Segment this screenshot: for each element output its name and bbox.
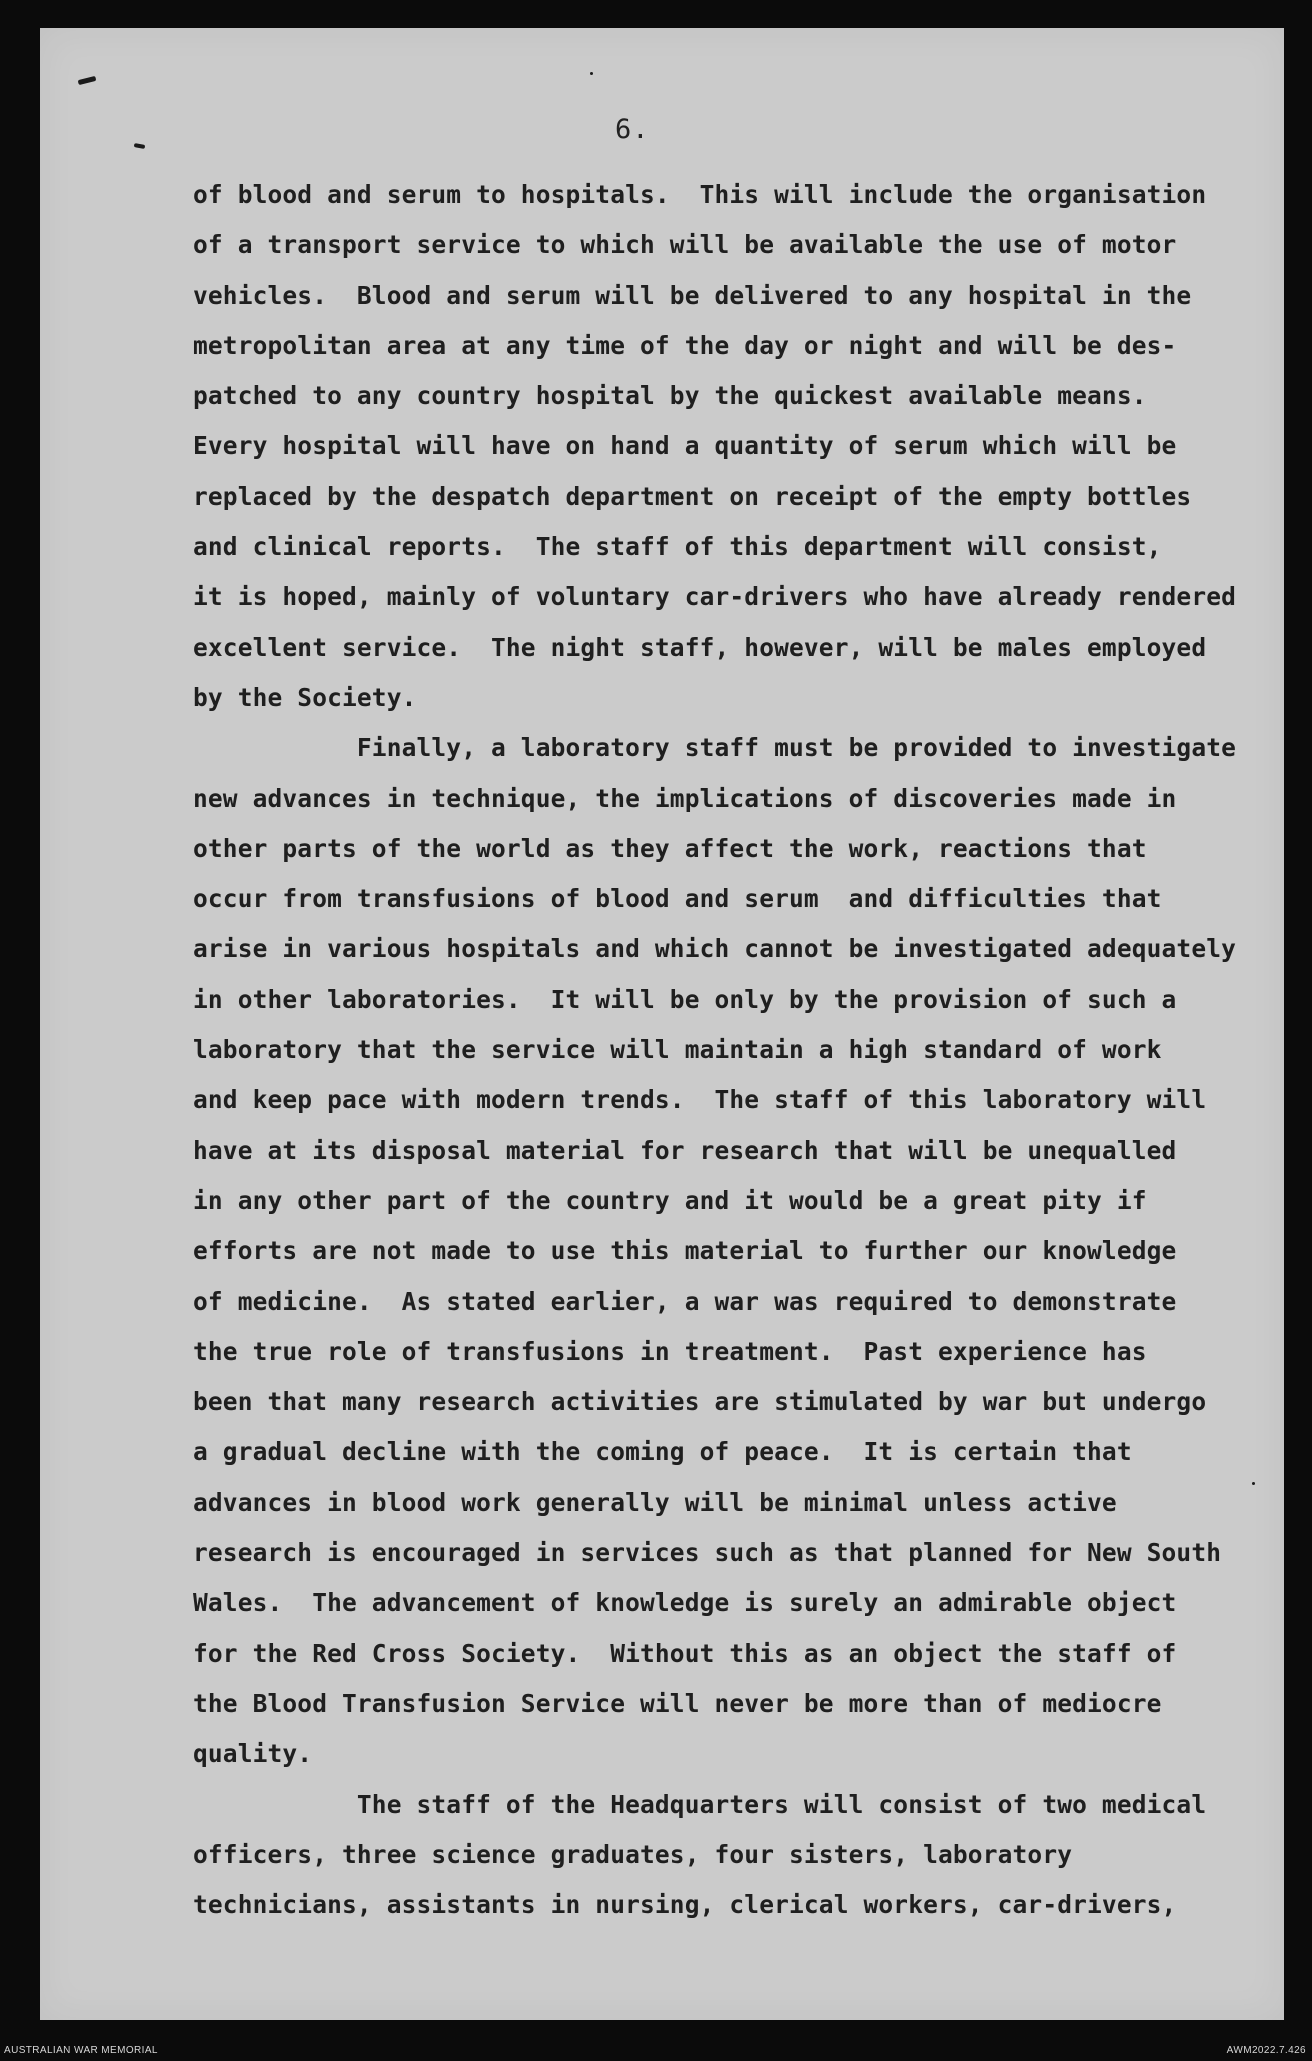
- text-line: advances in blood work generally will be minimal unless active: [193, 1487, 1117, 1517]
- typed-text-body: [193, 170, 1273, 1930]
- text-line: efforts are not made to use this material to further our knowledge: [193, 1236, 1177, 1266]
- ink-mark: [78, 76, 97, 85]
- text-line: in any other part of the country and it would be a great pity if: [193, 1185, 1147, 1215]
- text-line: been that many research activities are stimulated by war but undergo: [193, 1387, 1207, 1417]
- footer-archive-name: AUSTRALIAN WAR MEMORIAL: [4, 2045, 158, 2056]
- document-page: [40, 28, 1284, 2020]
- text-line: The staff of the Headquarters will consist of two medical: [193, 1789, 1207, 1819]
- text-line: excellent service. The night staff, however, will be males employed: [193, 632, 1207, 662]
- text-line: metropolitan area at any time of the day or night and will be des-: [193, 330, 1177, 360]
- page-number: 6.: [615, 114, 650, 145]
- text-line: of a transport service to which will be available the use of motor: [193, 230, 1177, 260]
- text-line: arise in various hospitals and which cannot be investigated adequately: [193, 934, 1237, 964]
- ink-mark: [134, 143, 146, 149]
- text-line: of blood and serum to hospitals. This will include the organisation: [193, 180, 1207, 209]
- text-line: the Blood Transfusion Service will never be more than of mediocre: [193, 1688, 1162, 1718]
- footer-item-id: AWM2022.7.426: [1226, 2045, 1306, 2056]
- text-line: officers, three science graduates, four sisters, laboratory: [193, 1839, 1073, 1869]
- text-line: by the Society.: [193, 682, 417, 712]
- ink-dot: [590, 72, 593, 75]
- text-line: Every hospital will have on hand a quantity of serum which will be: [193, 431, 1177, 461]
- text-line: technicians, assistants in nursing, clerical workers, car-drivers,: [193, 1890, 1177, 1920]
- text-line: replaced by the despatch department on receipt of the empty bottles: [193, 481, 1192, 511]
- text-line: have at its disposal material for research that will be unequalled: [193, 1135, 1177, 1165]
- text-line: Wales. The advancement of knowledge is surely an admirable object: [193, 1588, 1177, 1618]
- text-line: and keep pace with modern trends. The staff of this laboratory will: [193, 1085, 1207, 1115]
- text-line: for the Red Cross Society. Without this as an object the staff of: [193, 1638, 1177, 1668]
- text-line: it is hoped, mainly of voluntary car-drivers who have already rendered: [193, 582, 1237, 612]
- text-line: a gradual decline with the coming of peace. It is certain that: [193, 1437, 1132, 1467]
- text-line: other parts of the world as they affect the work, reactions that: [193, 833, 1147, 863]
- text-line: the true role of transfusions in treatment. Past experience has: [193, 1336, 1147, 1366]
- text-line: Finally, a laboratory staff must be provided to investigate: [193, 733, 1237, 763]
- text-line: of medicine. As stated earlier, a war was required to demonstrate: [193, 1286, 1177, 1316]
- text-line: new advances in technique, the implications of discoveries made in: [193, 783, 1177, 813]
- text-line: in other laboratories. It will be only by the provision of such a: [193, 984, 1177, 1014]
- text-line: occur from transfusions of blood and serum and difficulties that: [193, 884, 1162, 914]
- text-line: quality.: [193, 1739, 313, 1769]
- text-line: and clinical reports. The staff of this department will consist,: [193, 532, 1162, 562]
- text-line: research is encouraged in services such as that planned for New South: [193, 1538, 1222, 1568]
- text-line: patched to any country hospital by the quickest available means.: [193, 381, 1147, 411]
- text-line: vehicles. Blood and serum will be delivered to any hospital in the: [193, 280, 1192, 310]
- text-line: laboratory that the service will maintain a high standard of work: [193, 1035, 1162, 1065]
